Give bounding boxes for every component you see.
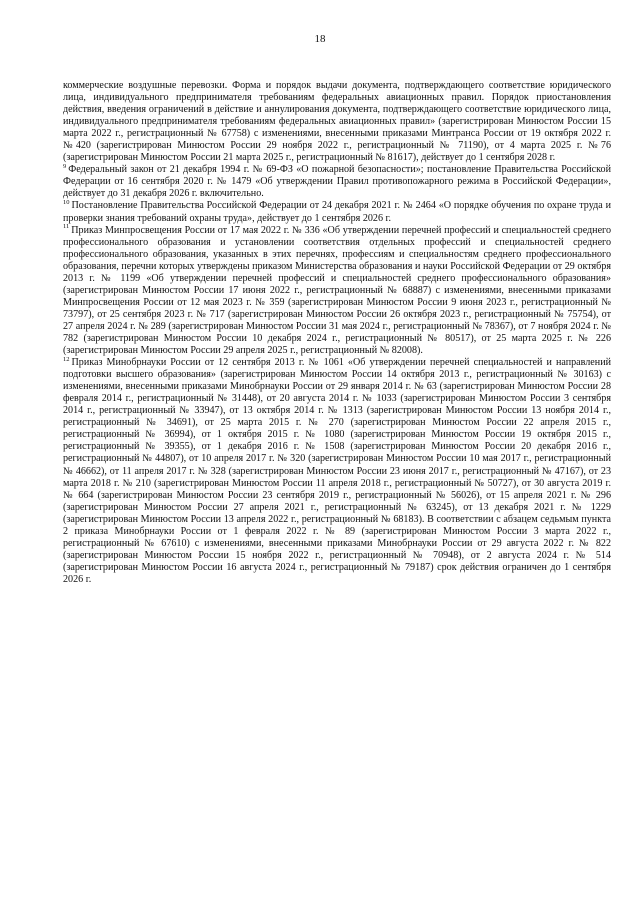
footnotes-block bbox=[63, 80, 611, 586]
footnote-marker: 9 bbox=[63, 162, 67, 170]
footnote-9 bbox=[63, 164, 611, 200]
footnote-marker: 11 bbox=[63, 223, 70, 231]
footnote-continuation bbox=[63, 80, 611, 164]
footnote-text: Постановление Правительства Российской Федерации от 24 декабря 2021 г. № 2464 «О порядке обучения по охране труда и проверки знания требований охраны труда», действует до 1 сентября 2026 г. bbox=[63, 200, 611, 224]
footnote-12 bbox=[63, 357, 611, 586]
footnote-11 bbox=[63, 225, 611, 358]
footnote-marker: 10 bbox=[63, 199, 70, 207]
footnote-text: Приказ Минобрнауки России от 12 сентября 2013 г. № 1061 «Об утверждении перечней специальностей и направлений подготовки высшего образования» (зарегистрирован Минюстом России 14 октября 2013 г., регистрационный № 30163) с изменениями, внесенными приказами Минобрнауки России от 29 января 2014 г. № 63 (зарегистрирован Минюстом России 28 февраля 2014 г., регистрационный № 31448), от 20 августа 2014 г. № 1033 (зарегистрирован Минюстом России 3 сентября 2014 г., регистрационный № 33947), от 13 октября 2014 г. № 1313 (зарегистрирован Минюстом России 13 ноября 2014 г., регистрационный № 34691), от 25 марта 2015 г. № 270 (зарегистрирован Минюстом России 22 апреля 2015 г., регистрационный № 36994), от 1 октября 2015 г. № 1080 (зарегистрирован Минюстом России 19 октября 2015 г., регистрационный № 39355), от 1 декабря 2016 г. № 1508 (зарегистрирован Минюстом России 20 декабря 2016 г., регистрационный № 44807), от 10 апреля 2017 г. № 320 (зарегистрирован Минюстом России 10 мая 2017 г., регистрационный № 46662), от 11 апреля 2017 г. № 328 (зарегистрирован Минюстом России 23 июня 2017 г., регистрационный № 47167), от 23 марта 2018 г. № 210 (зарегистрирован Минюстом России 11 апреля 2018 г., регистрационный № 50727), от 30 августа 2019 г. № 664 (зарегистрирован Минюстом России 23 сентября 2019 г., регистрационный № 56026), от 15 апреля 2021 г. № 296 (зарегистрирован Минюстом России 27 апреля 2021 г., регистрационный № 63245), от 13 декабря 2021 г. № 1229 (зарегистрирован Минюстом России 13 апреля 2022 г., регистрационный № 68183). В соответствии с абзацем седьмым пункта 2 приказа Минобрнауки России от 1 февраля 2022 г. № 89 (зарегистрирован Минюстом России 3 марта 2022 г., регистрационный № 67610) с изменениями, внесенными приказами Минобрнауки России от 29 августа 2022 г. № 822 (зарегистрирован Минюстом России 15 ноября 2022 г., регистрационный № 70948), от 2 августа 2024 г. № 514 (зарегистрирован Минюстом России 16 августа 2024 г., регистрационный № 79187) срок действия ограничен до 1 сентября 2026 г. bbox=[63, 357, 611, 585]
footnote-text: Федеральный закон от 21 декабря 1994 г. № 69-ФЗ «О пожарной безопасности»; постановление Правительства Российской Федерации от 16 сентября 2020 г. № 1479 «Об утверждении Правил противопожарного режима в Российской Федерации», действует до 31 декабря 2026 г. включительно. bbox=[63, 164, 611, 200]
footnote-10 bbox=[63, 200, 611, 224]
page-number: 18 bbox=[314, 33, 326, 45]
footnote-text: Приказ Минпросвещения России от 17 мая 2022 г. № 336 «Об утверждении перечней профессий и специальностей среднего профессионального образования и установлении соответствия отдельных профессий и специальностей среднего профессионального образования, указанных в этих перечнях, профессиям и специальностям среднего профессионального образования, перечни которых утверждены приказом Министерства образования и науки Российской Федерации от 29 октября 2013 г. № 1199 «Об утверждении перечней профессий и специальностей среднего профессионального образования» (зарегистрирован Минюстом России 17 июня 2022 г., регистрационный № 68887) с изменениями, внесенными приказами Минпросвещения России от 12 мая 2023 г. № 359 (зарегистрирован Минюстом России 9 июня 2023 г., регистрационный № 73797), от 25 сентября 2023 г. № 717 (зарегистрирован Минюстом России 26 октября 2023 г., регистрационный № 75754), от 27 апреля 2024 г. № 289 (зарегистрирован Минюстом России 31 мая 2024 г., регистрационный № 78367), от 7 ноября 2024 г. № 782 (зарегистрирован Минюстом России 10 декабря 2024 г., регистрационный № 80517), от 25 марта 2025 г. № 226 (зарегистрирован Минюстом России 29 апреля 2025 г., регистрационный № 82008). bbox=[63, 224, 611, 357]
footnote-text: коммерческие воздушные перевозки. Форма и порядок выдачи документа, подтверждающего соответствие юридического лица, индивидуального предпринимателя требованиям федеральных авиационных правил. Порядок приостановления действия, введения ограничений в действие и аннулирования документа, подтверждающего соответствие юридического лица, индивидуального предпринимателя требованиям федеральных авиационных правил» (зарегистрирован Минюстом России 15 марта 2022 г., регистрационный № 67758) с изменениями, внесенными приказами Минтранса России от 19 октября 2022 г. №420 (зарегистрирован Минюстом России 29 ноября 2022 г., регистрационный № 71190), от 4 марта 2025 г. №76 (зарегистрирован Минюстом России 21 марта 2025 г., регистрационный № 81617), действует до 1 сентября 2028 г. bbox=[63, 80, 611, 164]
footnote-marker: 12 bbox=[63, 355, 70, 363]
